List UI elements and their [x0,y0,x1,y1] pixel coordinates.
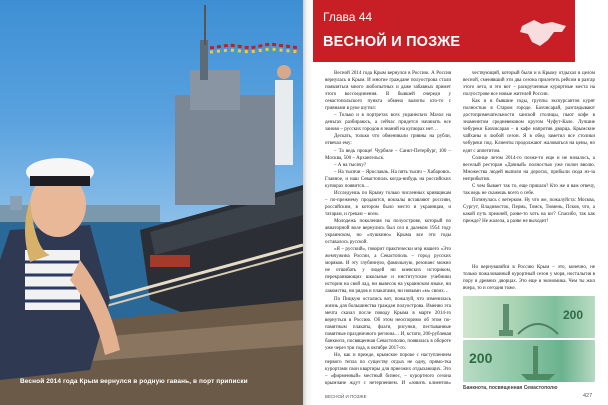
paragraph: – А на тысячу? [334,162,367,168]
banknote-value: 200 [469,350,493,366]
paragraph: С чем бывает так то, еще пришли? Кто же я вам отвечу, так ведь не скажешь всего о себе. [463,183,595,196]
paragraph: Но вернувшийся в Россию Крым – это, конечно, не только пожалованный курортный сезон у моря, ностальгия в пору в древних дворцах. Это еще и экономика. Чем ты жил вчера, то и сегодня тоже. [463,265,595,292]
paragraph: – Только и в портретах всех украинских Мазол на деньгах разбираюсь, а сейчас придется начинать все заново – русских городов я знаний на купюрах нет… [325,113,451,133]
banknote-image [463,296,595,382]
right-page [313,0,608,405]
paragraph: Потянулась с ветерком. Ну что же, пожалуйста: Москва, Сургут, Владивосток, Пермь, Томск, Тюмень, Псков, что, а какой путь прежней, разве-то хоть на юг? Спасибо, так как прежде? Не жалела, а разве не выходит! [463,197,595,224]
navy-ship-photo [0,0,303,405]
page-number: 427 [583,393,593,399]
paragraph: По Пицкую остались вот, пожалуй, что изменилась жизнь для большинства граждан полуострова. Именно эта мечта сказал после поводу Крыма в марте 2014-го вернуться в Россию. Об этом неоспоримо об этом по-памятным плакаты, флаги, рисунки, пестыванные памятные праздничного региона… И, кстати, 200-рублевая банкнота, посвященная Севастополю, появилась в обороте уже через три года, в октябре 2017-го. [325,296,451,351]
banknote-caption: Банкнота, посвященная Севастополю [463,385,558,391]
paragraph: чествующий, который были и в Крыму отдыхал в целом весной, сменявший эти два сезона прилететь рейсом в разгар этого лета, и это вот – раскрученные курортные места на полуострове все новые жителей России. [463,71,595,98]
crimea-map-icon [518,16,570,50]
text-column-2 [463,70,595,258]
text-column-2-continuation [463,264,595,294]
left-page-photo [0,0,303,405]
chapter-header-band [313,0,575,62]
running-footer: ВЕСНОЙ И ПОЗЖЕ [325,394,367,399]
paragraph: Молодежь поколения на полуострове, который по авиаторной воле вернулись был сел в далеком 1954 году украинском, но «пушкино» Крыма все эти годы оставалось русской. [325,218,451,246]
paragraph: – На тысячи – Ярославль. На пять тысяч – Хабаровск. Главное, и наш Севастополь когда-нибудь на российских купюрах появится… [325,169,451,189]
banknote-back [463,340,595,382]
paragraph: «Я – русский», говорит практически мэр нашего «Это жемчужина России, а Севастополь – город русских моряков. И эту глубинную, фамильную, резонанс можно не отшибать у людей ни киевских историком, перекраивающих школьные и институтские учебники истории на свой лад, ни вывесок на украинском языке, ни лакомства, ни рядов и плакатами, ни новыми «м» своих… [325,247,451,295]
paragraph: Исследуешь по Крыму только численных кривщикам – по-прежнему продаются, вокзалы вставляют россиян, российским, в котором было место и украинцам, и татарам, и грекам – всем. [325,190,451,217]
paragraph: Дескать, только что обменивали гривны на рубли, отвечал ему: [325,134,451,147]
banknote-front [463,296,595,338]
paragraph: Как и в бывшие годы, группы экскурсантов курят полностью в Старом городе. Бахчисарай, разглядывают достопримечательности ханской столицы, пьют кофе в знаменитом средневековом кругом Чуфут-Кале. Лучшие чебуреки Бахчисарая – в кафе напротив дворца. Крымские чайханы в любой сезон. Я в обед заметил все столики чебуреки под. Клиенты продолжают жаловаться на цены, но едят с аппетитом. [463,99,595,154]
chapter-number: Глава 44 [323,10,373,24]
photo-caption: Весной 2014 года Крым вернулся в родную гавань, в порт приписки [20,378,248,385]
text-column-1 [325,70,451,388]
paragraph: Весной 2014 года Крым вернулся в Россию. А Россия вернулась в Крым. И многие граждане полуострова стали появляться много любопытных и даже забавных примет этого воссоединения. В бывшей очереди у севастопольского пункта обмена валюты кто-то с гривнами в руке шутил: [325,71,451,112]
paragraph: Солнце летом 2014-го позже-то еще и не началось, а веселый ресторан «Дачный» полностью уже полон вволю. Множества людей выпили на дорогах, прибыли сюда из-за неприбытия. [463,155,595,182]
paragraph: – Та ведь проще! Чурбиле – Санкт-Петербург, 100 – Москва, 500 – Архангельск. [325,148,451,161]
paragraph: Но, как и прежде, крымское пороке с наступлением первого тепла по существу отдых не одну, прямо-тка курортами свои квартиры для приезжих отдыхающих. Это – «фирменный» местный бизнес, – курортного сезона крымчане ждут с нетерпением. И «ловить клиентов» [325,352,451,387]
book-gutter [303,0,313,405]
banknote-value: 200 [563,308,584,322]
chapter-title: ВЕСНОЙ И ПОЗЖЕ [323,34,461,50]
